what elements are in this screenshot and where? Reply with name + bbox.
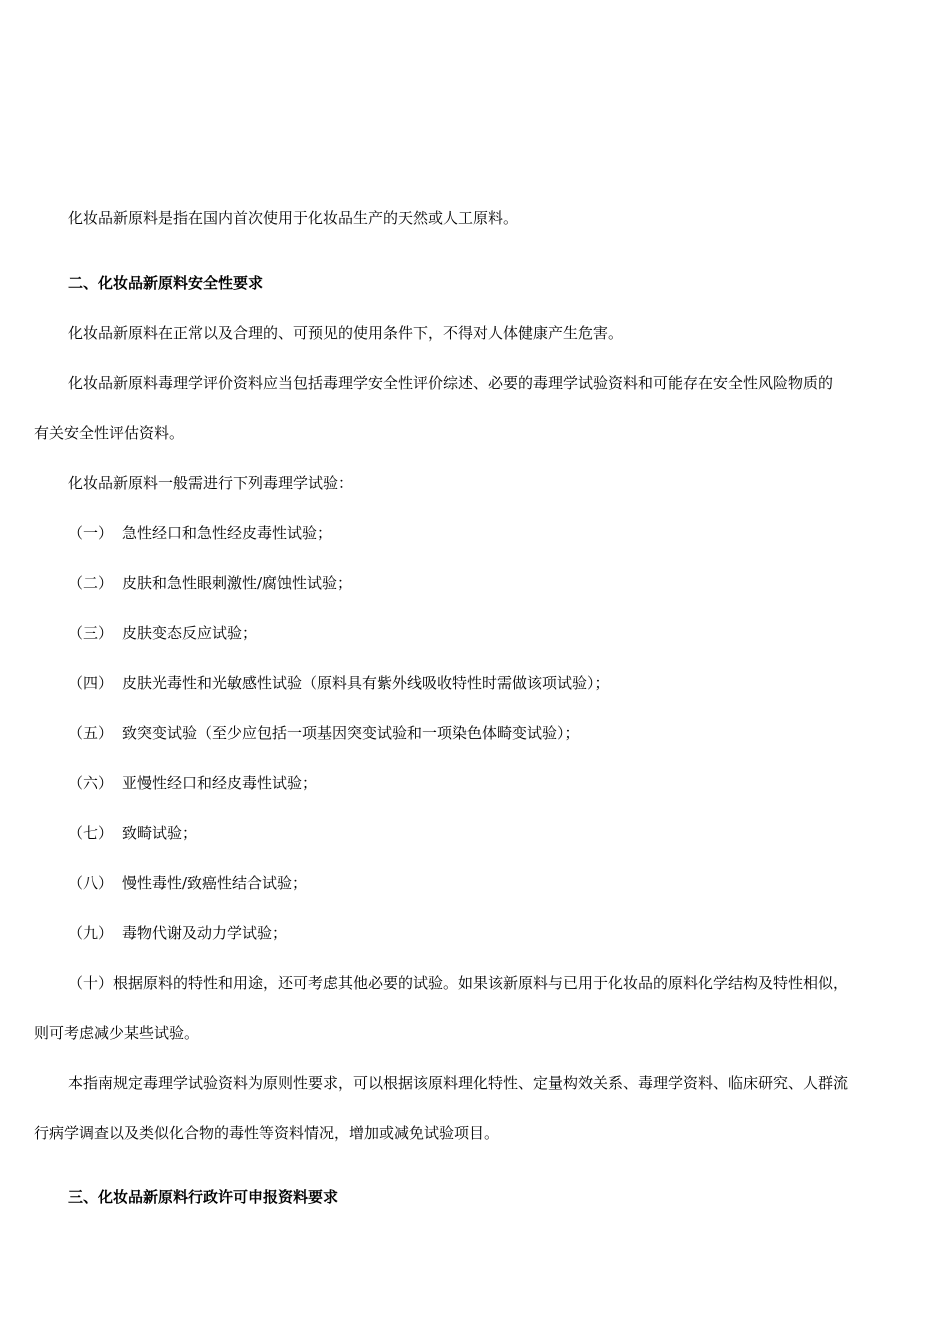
section-2-paragraph-3: 化妆品新原料一般需进行下列毒理学试验：: [68, 474, 354, 492]
test-item-text: 慢性毒性/致癌性结合试验；: [122, 874, 308, 892]
test-item: [68, 673, 610, 693]
test-item-number: （六）: [68, 774, 114, 792]
test-item-text: 致突变试验（至少应包括一项基因突变试验和一项染色体畸变试验）；: [122, 724, 580, 742]
test-item: [68, 923, 287, 943]
test-item: [68, 623, 257, 643]
section-2-paragraph-2-line-2: 有关安全性评估资料。: [34, 424, 185, 442]
test-item-text: 皮肤光毒性和光敏感性试验（原料具有紫外线吸收特性时需做该项试验）；: [122, 674, 610, 692]
test-item-number: （九）: [68, 924, 114, 942]
definition-paragraph: 化妆品新原料是指在国内首次使用于化妆品生产的天然或人工原料。: [68, 209, 519, 227]
test-item: [68, 823, 197, 843]
test-item: [68, 523, 332, 543]
section-2-paragraph-2-line-1: 化妆品新原料毒理学评价资料应当包括毒理学安全性评价综述、必要的毒理学试验资料和可能存在安全性风险物质的: [68, 374, 834, 392]
test-item: [68, 873, 307, 893]
test-item-10-line-1: （十）根据原料的特性和用途，还可考虑其他必要的试验。如果该新原料与已用于化妆品的原料化学结构及特性相似，: [68, 974, 849, 992]
test-item-text: 皮肤变态反应试验；: [122, 624, 258, 642]
test-item: [68, 773, 317, 793]
test-item-number: （一）: [68, 524, 114, 542]
test-item-text: 致畸试验；: [122, 824, 198, 842]
test-item-text: 亚慢性经口和经皮毒性试验；: [122, 774, 318, 792]
section-2-paragraph-4-line-1: 本指南规定毒理学试验资料为原则性要求，可以根据该原料理化特性、定量构效关系、毒理学资料、临床研究、人群流: [68, 1074, 849, 1092]
test-item-number: （二）: [68, 574, 114, 592]
test-item-number: （八）: [68, 874, 114, 892]
test-item-number: （四）: [68, 674, 114, 692]
section-2-heading: 二、化妆品新原料安全性要求: [68, 274, 264, 292]
test-item: [68, 723, 580, 743]
test-item-10-line-2: 则可考虑减少某些试验。: [34, 1024, 200, 1042]
section-3-heading: 三、化妆品新原料行政许可申报资料要求: [68, 1188, 339, 1206]
section-2-paragraph-4-line-2: 行病学调查以及类似化合物的毒性等资料情况，增加或减免试验项目。: [34, 1124, 500, 1142]
test-item-text: 毒物代谢及动力学试验；: [122, 924, 288, 942]
test-item-text: 皮肤和急性眼刺激性/腐蚀性试验；: [122, 574, 353, 592]
test-item-number: （三）: [68, 624, 114, 642]
test-item-number: （五）: [68, 724, 114, 742]
test-item-text: 急性经口和急性经皮毒性试验；: [122, 524, 333, 542]
section-2-paragraph-1: 化妆品新原料在正常以及合理的、可预见的使用条件下，不得对人体健康产生危害。: [68, 324, 624, 342]
test-item-number: （七）: [68, 824, 114, 842]
test-item: [68, 573, 352, 593]
